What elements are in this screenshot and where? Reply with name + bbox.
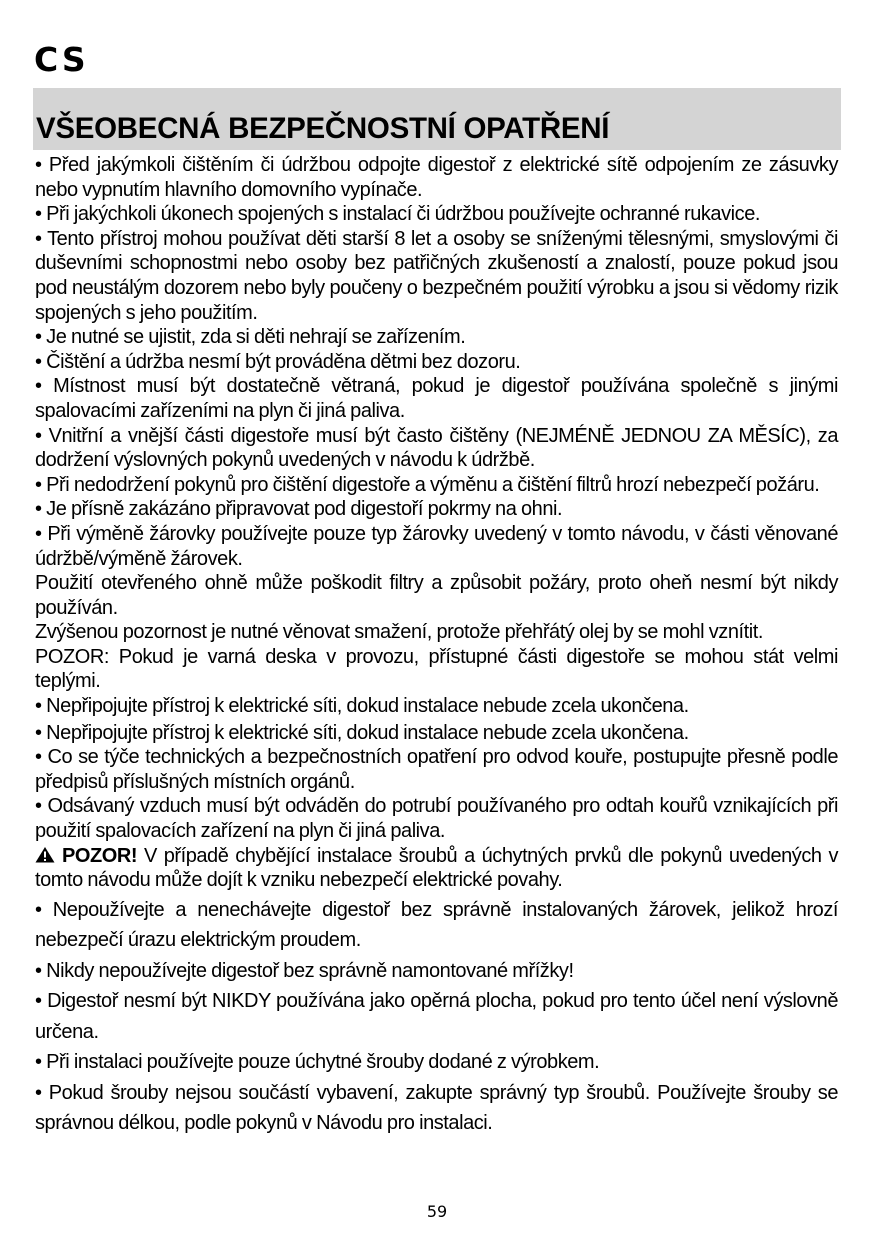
safety-content: [35, 153, 838, 1139]
paragraph-frying: Zvýšenou pozornost je nutné věnovat smažení, protože přehřátý olej by se mohl vznítit.: [35, 621, 763, 644]
paragraph-cleaning-monthly: • Vnitřní a vnější části digestoře musí být často čištěny (NEJMÉNĚ JEDNOU ZA MĚSÍC), za dodržení výslovných pokynů uvedených v návodu k údržbě.: [35, 424, 838, 472]
warning-triangle-icon: [35, 845, 55, 862]
paragraph-children-play: • Je nutné se ujistit, zda si děti nehrají se zařízením.: [35, 326, 466, 349]
paragraph-exhaust: • Odsávaný vzduch musí být odváděn do potrubí používaného pro odtah kouřů vznikajících při použití spalovacích zařízení na plyn či jiná paliva.: [35, 795, 838, 843]
paragraph-gloves: • Při jakýchkoli úkonech spojených s instalací či údržbou používejte ochranné rukavice.: [35, 203, 760, 226]
paragraph-ventilation: • Místnost musí být dostatečně větraná, pokud je digestoř používána společně s jinými spalovacími zařízeními na plyn či jiná paliva.: [35, 375, 838, 422]
paragraph-open-flame: Použití otevřeného ohně může poškodit filtry a způsobit požáry, proto oheň nesmí být nikdy používán.: [35, 572, 838, 619]
warning-paragraph: [35, 844, 838, 893]
paragraph-hot-parts: POZOR: Pokud je varná deska v provozu, přístupné části digestoře se mohou stát velmi teplými.: [35, 645, 838, 693]
paragraph-connect-1: • Nepřipojujte přístroj k elektrické síti, dokud instalace nebude zcela ukončena.: [35, 695, 689, 718]
paragraph-cleaning-children: • Čištění a údržba nesmí být prováděna dětmi bez dozoru.: [35, 350, 521, 373]
paragraph-disconnect: • Před jakýmkoli čištěním či údržbou odpojte digestoř z elektrické sítě odpojením ze zásuvky nebo vypnutím hlavního domovního vypínače.: [35, 154, 838, 201]
paragraph-children-use: • Tento přístroj mohou používat děti starší 8 let a osoby se sníženými tělesnými, smyslovými či duševními schopnostmi nebo osoby bez patřičných zkušeností a znalostí, pouze pokud jsou pod neustálým dozorem nebo byly poučeny o bezpečném použití výrobku a jsou si vědomy rizik spojených s jeho použitím.: [35, 227, 838, 324]
paragraph-fire-risk: • Při nedodržení pokynů pro čištění digestoře a výměnu a čištění filtrů hrozí nebezpečí požáru.: [35, 473, 820, 496]
paragraph-support-surface: • Digestoř nesmí být NIKDY používána jako opěrná plocha, pokud pro tento účel není výslovně určena.: [35, 990, 838, 1043]
paragraph-screws-length: • Pokud šrouby nejsou součástí vybavení, zakupte správný typ šroubů. Používejte šrouby se správnou délkou, podle pokynů v Návodu pro instalaci.: [35, 1081, 838, 1135]
paragraph-screws-supplied: • Při instalaci používejte pouze úchytné šrouby dodané z výrobkem.: [35, 1051, 600, 1074]
paragraph-regulations: • Co se týče technických a bezpečnostních opatření pro odvod kouře, postupujte přesně podle předpisů příslušných místních orgánů.: [35, 746, 838, 793]
page-title: VŠEOBECNÁ BEZPEČNOSTNÍ OPATŘENÍ: [36, 112, 610, 145]
paragraph-no-flambe: • Je přísně zakázáno připravovat pod digestoří pokrmy na ohni.: [35, 498, 563, 521]
paragraph-bulb: • Při výměně žárovky používejte pouze typ žárovky uvedený v tomto návodu, v části věnované údržbě/výměně žárovek.: [35, 522, 838, 570]
warning-text: V případě chybějící instalace šroubů a úchytných prvků dle pokynů uvedených v tomto návodu může dojít k vzniku nebezpečí elektrické povahy.: [35, 844, 838, 892]
paragraph-connect-2: • Nepřipojujte přístroj k elektrické síti, dokud instalace nebude zcela ukončena.: [35, 721, 689, 744]
warning-label: POZOR!: [62, 844, 138, 867]
page-number: 59: [426, 1202, 448, 1221]
language-code: CS: [34, 40, 89, 79]
paragraph-bulbs-installed: • Nepoužívejte a nenechávejte digestoř bez správně instalovaných žárovek, jelikož hrozí nebezpečí úrazu elektrickým proudem.: [35, 898, 838, 952]
paragraph-grille: • Nikdy nepoužívejte digestoř bez správně namontované mřížky!: [35, 959, 574, 982]
